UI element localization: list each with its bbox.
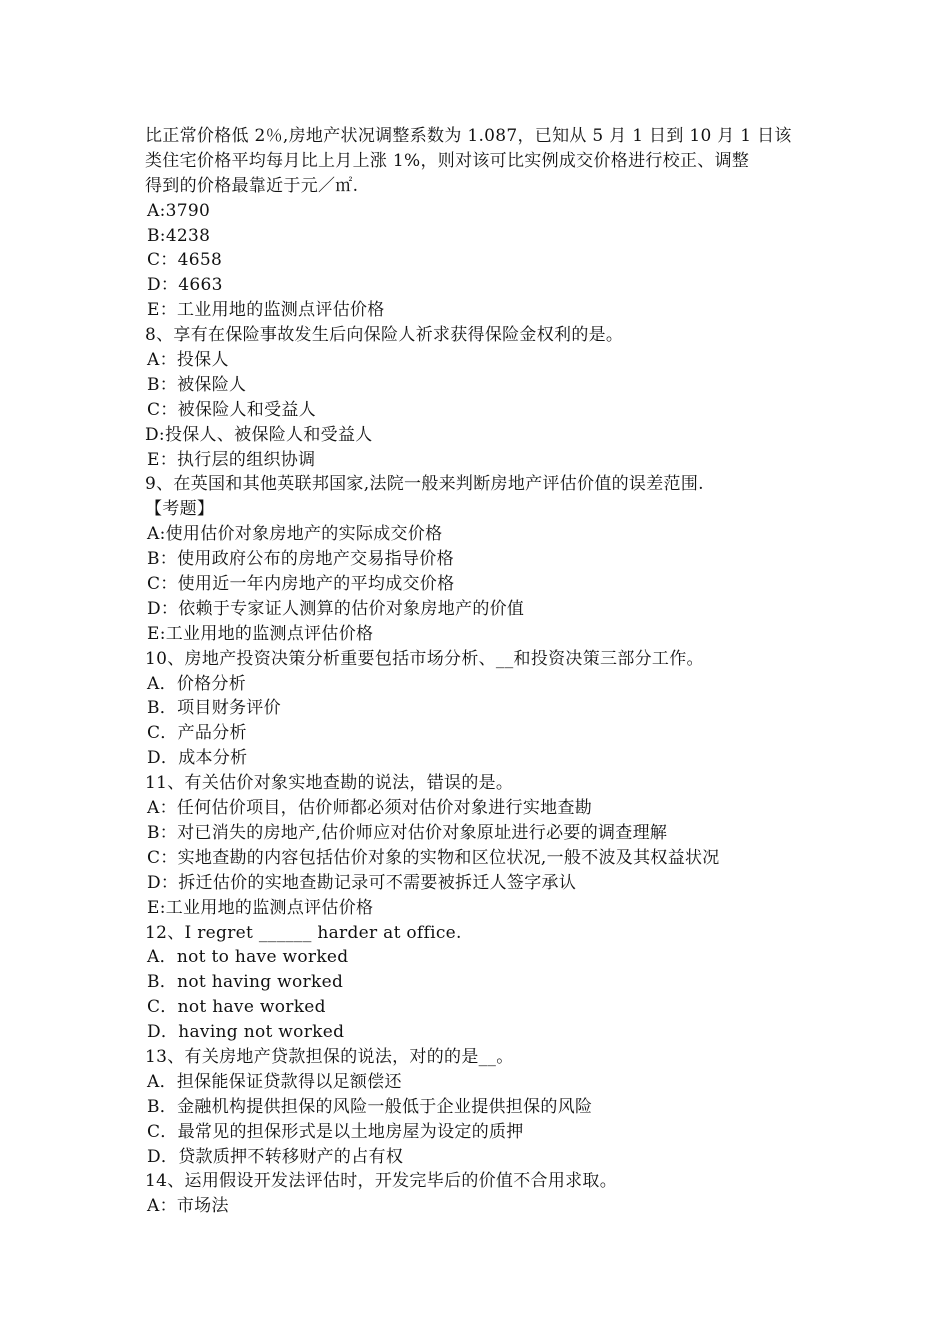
question-12-option-d: D．having not worked [147, 1022, 345, 1043]
question-11-option-e: E:工业用地的监测点评估价格 [147, 897, 374, 918]
question-12-option-a: A．not to have worked [147, 947, 349, 968]
question-11-option-c: C：实地查勘的内容包括估价对象的实物和区位状况,一般不波及其权益状况 [147, 847, 720, 868]
question-11-option-b: B：对已消失的房地产,估价师应对估价对象原址进行必要的调查理解 [147, 822, 668, 843]
question-7-option-a: A:3790 [147, 200, 211, 221]
question-9-option-e: E:工业用地的监测点评估价格 [147, 623, 374, 644]
question-12-text: 12、I regret ______ harder at office. [145, 922, 462, 943]
question-7-option-e: E：工业用地的监测点评估价格 [147, 300, 385, 321]
question-13-option-b: B．金融机构提供担保的风险一般低于企业提供担保的风险 [147, 1096, 593, 1117]
question-14-option-a: A：市场法 [147, 1196, 229, 1217]
question-9-option-a: A:使用估价对象房地产的实际成交价格 [147, 524, 443, 545]
question-8-option-a: A：投保人 [147, 350, 229, 371]
question-7-option-b: B:4238 [147, 225, 211, 246]
question-13-text: 13、有关房地产贷款担保的说法，对的的是__。 [145, 1046, 514, 1067]
question-13-option-d: D．贷款质押不转移财产的占有权 [147, 1146, 404, 1167]
question-11-text: 11、有关估价对象实地查勘的说法，错误的是。 [145, 773, 514, 794]
question-8-option-d: D:投保人、被保险人和受益人 [145, 424, 373, 445]
question-13-option-a: A．担保能保证贷款得以足额偿还 [147, 1071, 402, 1092]
question-10-option-c: C．产品分析 [147, 723, 247, 744]
question-11-option-d: D：拆迁估价的实地查勘记录可不需要被拆迁人签字承认 [147, 872, 577, 893]
question-11-option-a: A：任何估价项目，估价师都必须对估价对象进行实地查勘 [147, 798, 593, 819]
question-14-text: 14、运用假设开发法评估时，开发完毕后的价值不合用求取。 [145, 1171, 618, 1192]
question-7-text-line-1: 比正常价格低 2％,房地产状况调整系数为 1.087，已知从 5 月 1 日到 10 月 1 日该 [145, 126, 792, 146]
question-10-text: 10、房地产投资决策分析重要包括市场分析、__和投资决策三部分工作。 [145, 648, 704, 669]
question-7-option-d: D：4663 [147, 275, 223, 296]
question-8-option-c: C：被保险人和受益人 [147, 399, 317, 420]
question-9-text: 9、在英国和其他英联邦国家,法院一般来判断房地产评估价值的误差范围. [145, 474, 704, 495]
question-8-option-b: B：被保险人 [147, 374, 247, 395]
question-12-option-b: B．not having worked [147, 972, 344, 993]
question-8-text: 8、享有在保险事故发生后向保险人祈求获得保险金权利的是。 [145, 325, 624, 346]
question-13-option-c: C．最常见的担保形式是以土地房屋为设定的质押 [147, 1121, 524, 1142]
question-9-option-b: B：使用政府公布的房地产交易指导价格 [147, 549, 454, 570]
question-7-text-line-2: 类住宅价格平均每月比上月上涨 1%，则对该可比实例成交价格进行校正、调整 [145, 150, 750, 171]
question-12-option-c: C．not have worked [147, 997, 326, 1018]
question-10-option-d: D．成本分析 [147, 748, 248, 769]
question-9-option-d: D：依赖于专家证人测算的估价对象房地产的价值 [147, 598, 525, 619]
question-10-option-a: A．价格分析 [147, 673, 247, 694]
question-9-option-c: C：使用近一年内房地产的平均成交价格 [147, 574, 455, 595]
question-9-tag: 【考题】 [145, 499, 215, 520]
document-body [145, 124, 815, 1219]
question-8-option-e: E：执行层的组织协调 [147, 449, 316, 470]
question-7-text-line-3: 得到的价格最靠近于元／㎡. [145, 175, 359, 196]
question-7-option-c: C：4658 [147, 250, 223, 271]
question-10-option-b: B．项目财务评价 [147, 698, 281, 719]
